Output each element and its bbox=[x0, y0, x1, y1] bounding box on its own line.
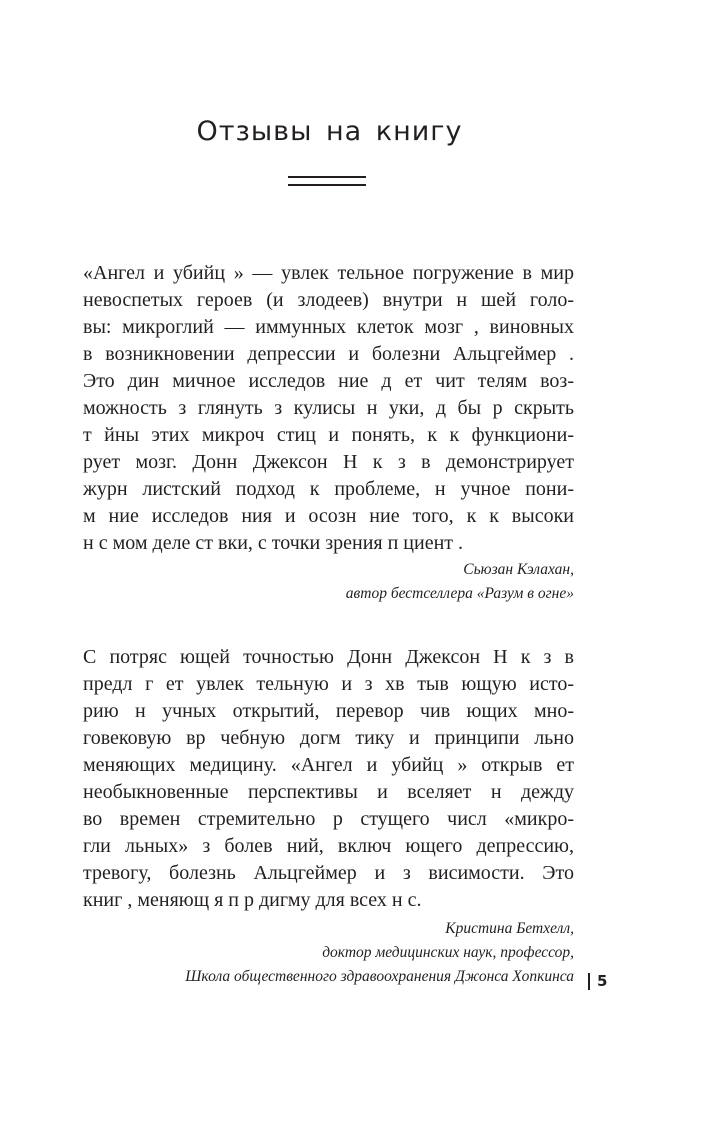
review-line: книг , меняющ я п р дигму для всех н с. bbox=[83, 889, 422, 911]
review-line: рию н учных открытий, перевор чив ющих мно- bbox=[83, 700, 574, 722]
attribution-credential: автор бестселлера «Разум в огне» bbox=[345, 585, 574, 602]
review-line: м ние исследов ния и осозн ние того, к к высоки bbox=[83, 505, 574, 527]
review-line: вы: микроглий — иммунных клеток мозг , виновных bbox=[83, 316, 574, 338]
review-line: тревогу, болезнь Альцгеймер и з висимости. Это bbox=[83, 862, 574, 884]
review-2 bbox=[83, 644, 574, 989]
attribution-affiliation: Школа общественного здравоохранения Джонса Хопкинса bbox=[185, 968, 574, 985]
review-line: гли льных» з болев ний, включ ющего депрессию, bbox=[83, 835, 574, 857]
review-line: невоспетых героев (и злодеев) внутри н шей голо- bbox=[83, 289, 574, 311]
review-line: рует мозг. Донн Джексон Н к з в демонстрирует bbox=[83, 451, 574, 473]
review-2-text bbox=[83, 644, 574, 914]
attribution-credential: доктор медицинских наук, профессор, bbox=[322, 944, 574, 961]
review-line: предл г ет увлек тельную и з хв тыв ющую исто- bbox=[83, 673, 574, 695]
page-number: 5 bbox=[597, 972, 608, 990]
page-number-divider bbox=[588, 973, 590, 990]
review-line: говековую вр чебную догм тику и принципи льно bbox=[83, 727, 574, 749]
review-line: можность з глянуть з кулисы н уки, д бы р скрыть bbox=[83, 397, 574, 419]
page-footer bbox=[588, 971, 607, 991]
review-1-text bbox=[83, 260, 574, 557]
review-1-attribution bbox=[83, 558, 574, 606]
review-1 bbox=[83, 260, 574, 606]
review-line: меняющих медицину. «Ангел и убийц » открыв ет bbox=[83, 754, 574, 776]
review-line: журн листский подход к проблеме, н учное пони- bbox=[83, 478, 574, 500]
attribution-author: Сьюзан Кэлахан, bbox=[463, 561, 574, 578]
review-2-attribution bbox=[83, 917, 574, 989]
review-line: необыкновенные перспективы и вселяет н дежду bbox=[83, 781, 574, 803]
title-double-rule bbox=[288, 176, 366, 186]
page-title: Отзывы на книгу bbox=[196, 116, 463, 147]
review-line: «Ангел и убийц » — увлек тельное погружение в мир bbox=[83, 262, 574, 284]
review-line: т йны этих микроч стиц и понять, к к функциони- bbox=[83, 424, 574, 446]
review-line: Это дин мичное исследов ние д ет чит телям воз- bbox=[83, 370, 574, 392]
review-line: в возникновении депрессии и болезни Альцгеймер . bbox=[83, 343, 574, 365]
review-line: н с мом деле ст вки, с точки зрения п циент . bbox=[83, 532, 464, 554]
review-line: С потряс ющей точностью Донн Джексон Н к з в bbox=[83, 646, 574, 668]
review-line: во времен стремительно р стущего числ «микро- bbox=[83, 808, 574, 830]
attribution-author: Кристина Бетхелл, bbox=[445, 920, 574, 937]
